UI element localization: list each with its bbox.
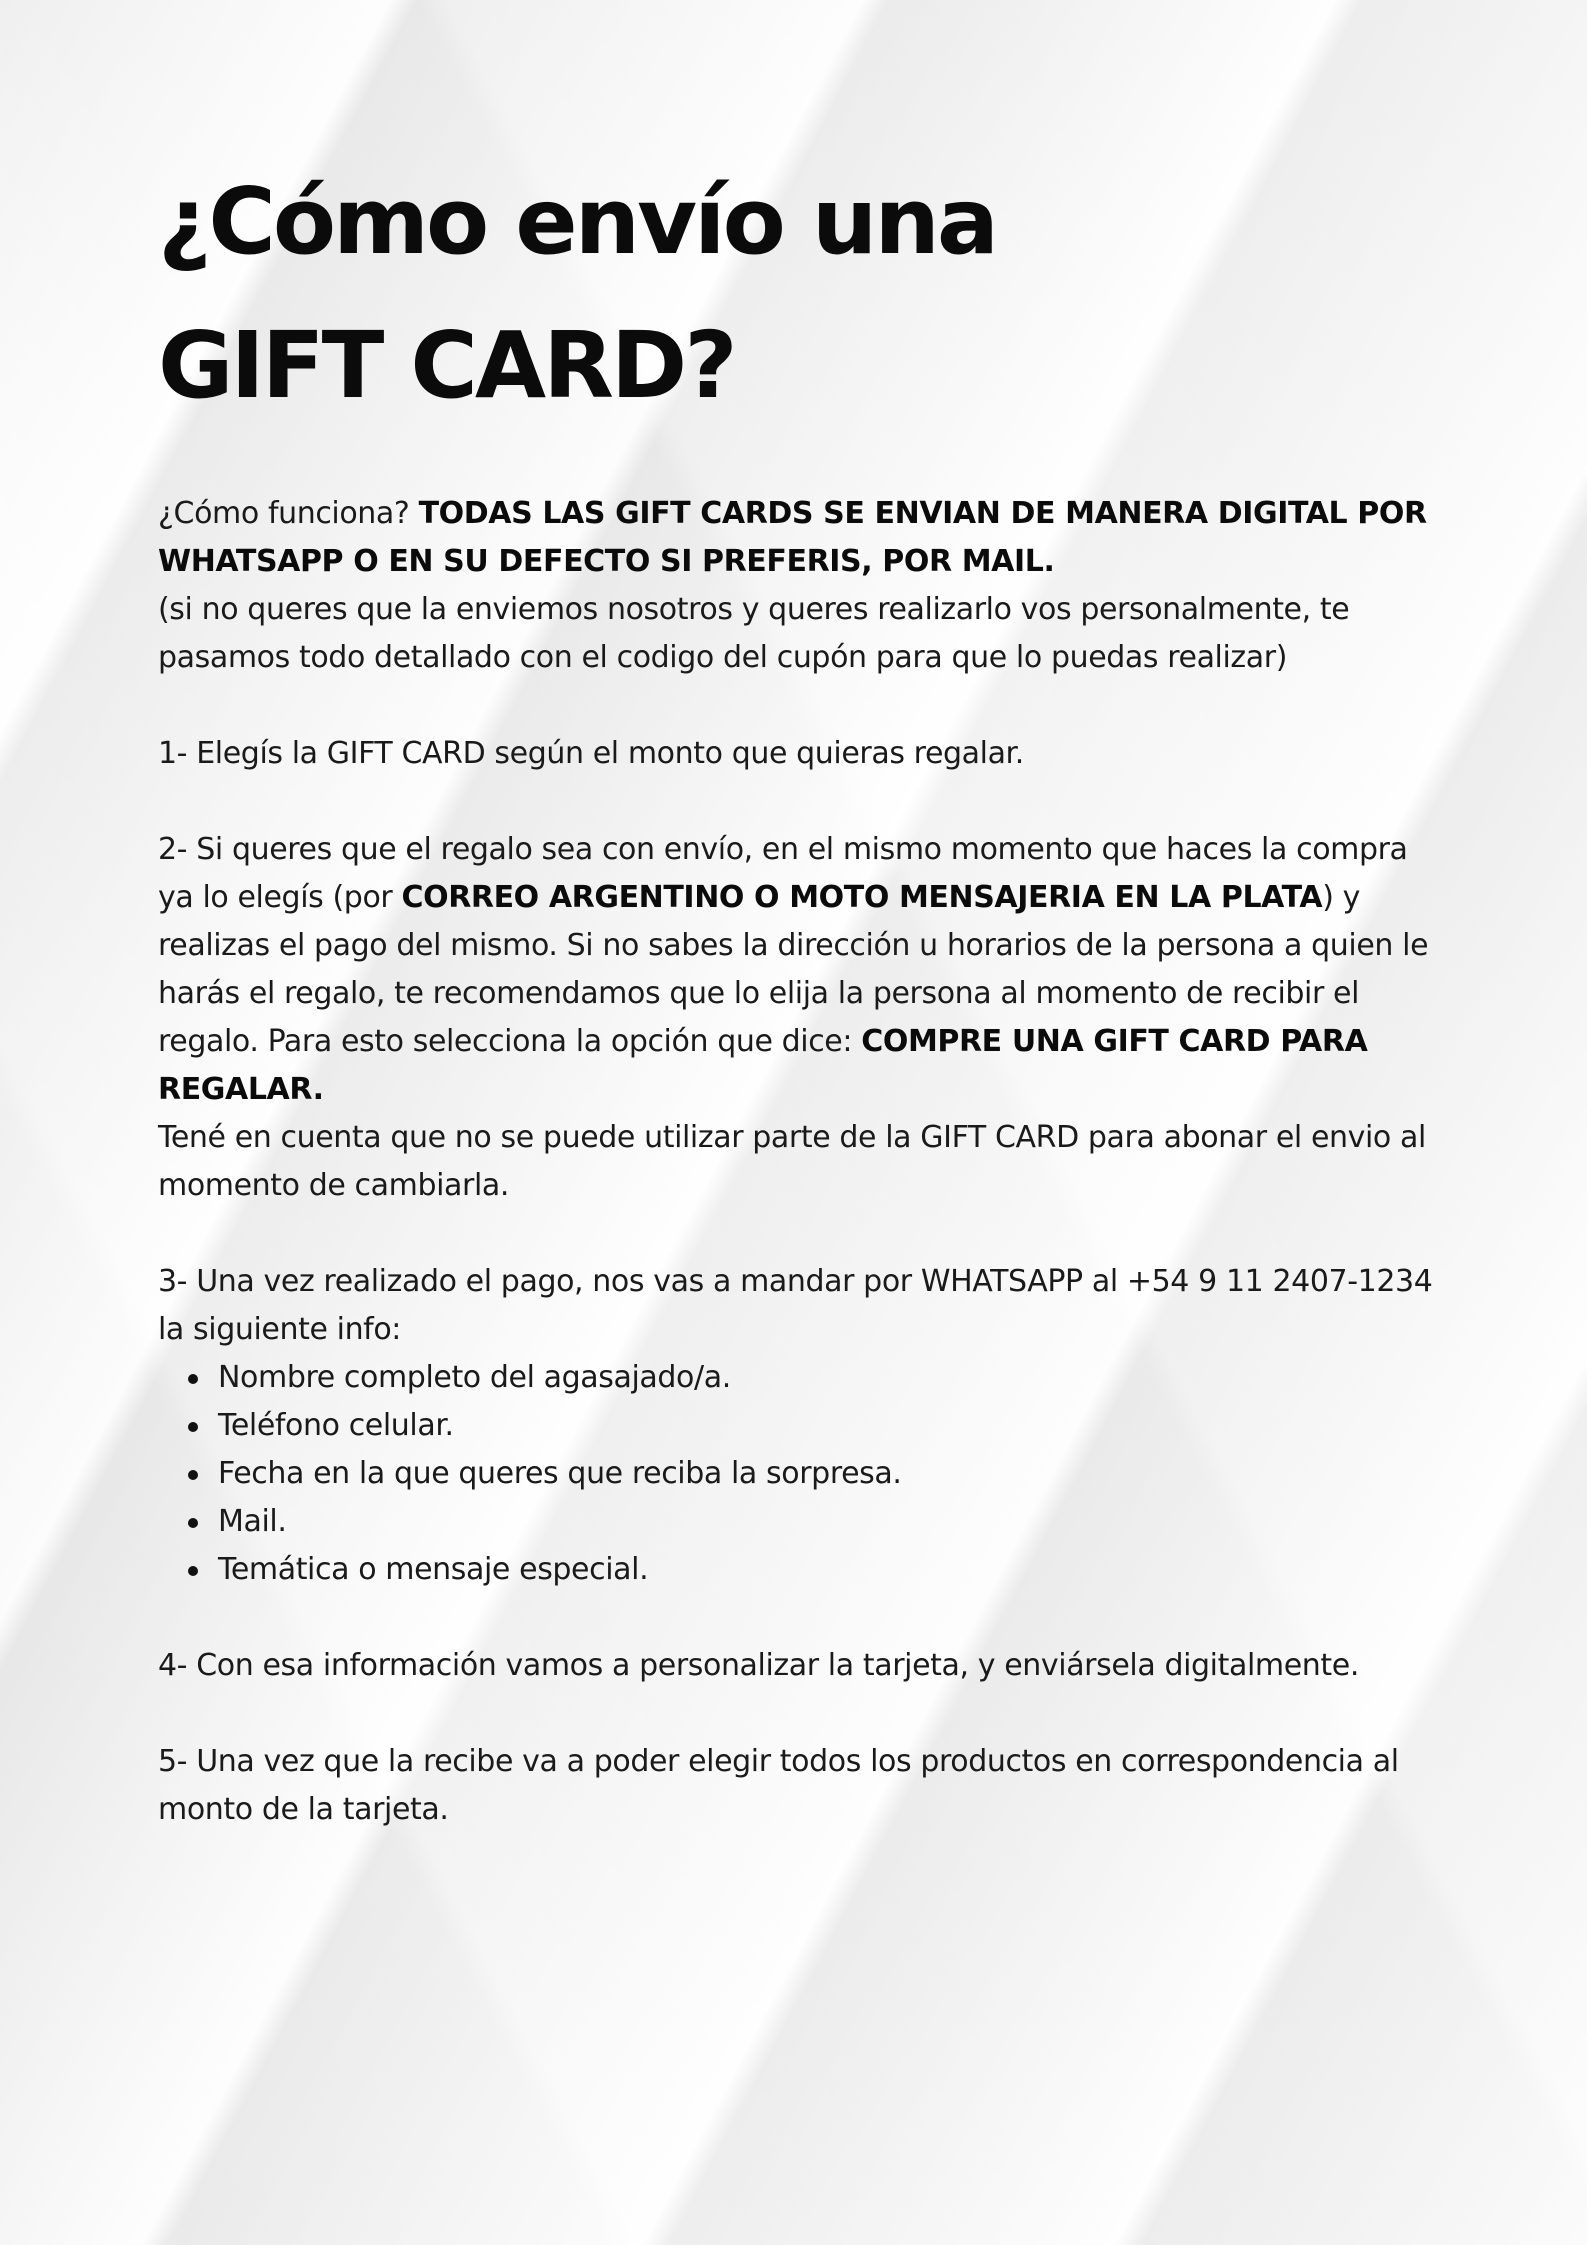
step-2-bold-2: COMPRE UNA GIFT CARD PARA REGALAR. [158,1024,1368,1107]
intro-note: (si no queres que la enviemos nosotros y queres realizarlo vos personalmente, te pasamos todo detallado con el codigo del cupón para que lo puedas realizar) [158,592,1350,675]
info-list [158,1354,1448,1594]
step-4: 4- Con esa información vamos a personalizar la tarjeta, y enviársela digitalmente. [158,1648,1359,1683]
spacer [158,778,1448,826]
step-2-text-2: ) y realizas el pago del mismo. Si no sabes la dirección u horarios de la persona a quien le harás el regalo, te recomendamos que lo elija la persona al momento de recibir el regalo. Para esto selecciona la opción que dice: [158,880,1429,1059]
list-item: Mail. [218,1498,1448,1546]
list-item: Fecha en la que queres que reciba la sorpresa. [218,1450,1448,1498]
list-item: Temática o mensaje especial. [218,1546,1448,1594]
spacer [158,1690,1448,1738]
list-item: Nombre completo del agasajado/a. [218,1354,1448,1402]
spacer [158,1594,1448,1642]
spacer [158,1210,1448,1258]
title-line-2: GIFT CARD? [158,312,735,419]
step-2-bold-1: CORREO ARGENTINO O MOTO MENSAJERIA EN LA PLATA [401,880,1323,915]
intro-bold-text: TODAS LAS GIFT CARDS SE ENVIAN DE MANERA DIGITAL POR WHATSAPP O EN SU DEFECTO SI PREFERIS, POR MAIL. [158,496,1427,579]
page-title [158,150,1448,438]
intro-paragraph [158,490,1448,586]
step-5: 5- Una vez que la recibe va a poder elegir todos los productos en correspondencia al monto de la tarjeta. [158,1744,1399,1827]
instructions-body [158,490,1448,1834]
step-3: 3- Una vez realizado el pago, nos vas a mandar por WHATSAPP al +54 9 11 2407-1234 la siguiente info: [158,1264,1433,1347]
title-line-1: ¿Cómo envío una [158,168,996,275]
list-item: Teléfono celular. [218,1402,1448,1450]
document-page [158,150,1448,1834]
step-2-text-1: 2- Si queres que el regalo sea con envío, en el mismo momento que haces la compra ya lo elegís (por [158,832,1408,915]
intro-label: ¿Cómo funciona? [158,496,410,531]
step-2 [158,826,1448,1114]
spacer [158,682,1448,730]
step-2-note: Tené en cuenta que no se puede utilizar parte de la GIFT CARD para abonar el envio al momento de cambiarla. [158,1120,1426,1203]
step-1: 1- Elegís la GIFT CARD según el monto que quieras regalar. [158,736,1024,771]
